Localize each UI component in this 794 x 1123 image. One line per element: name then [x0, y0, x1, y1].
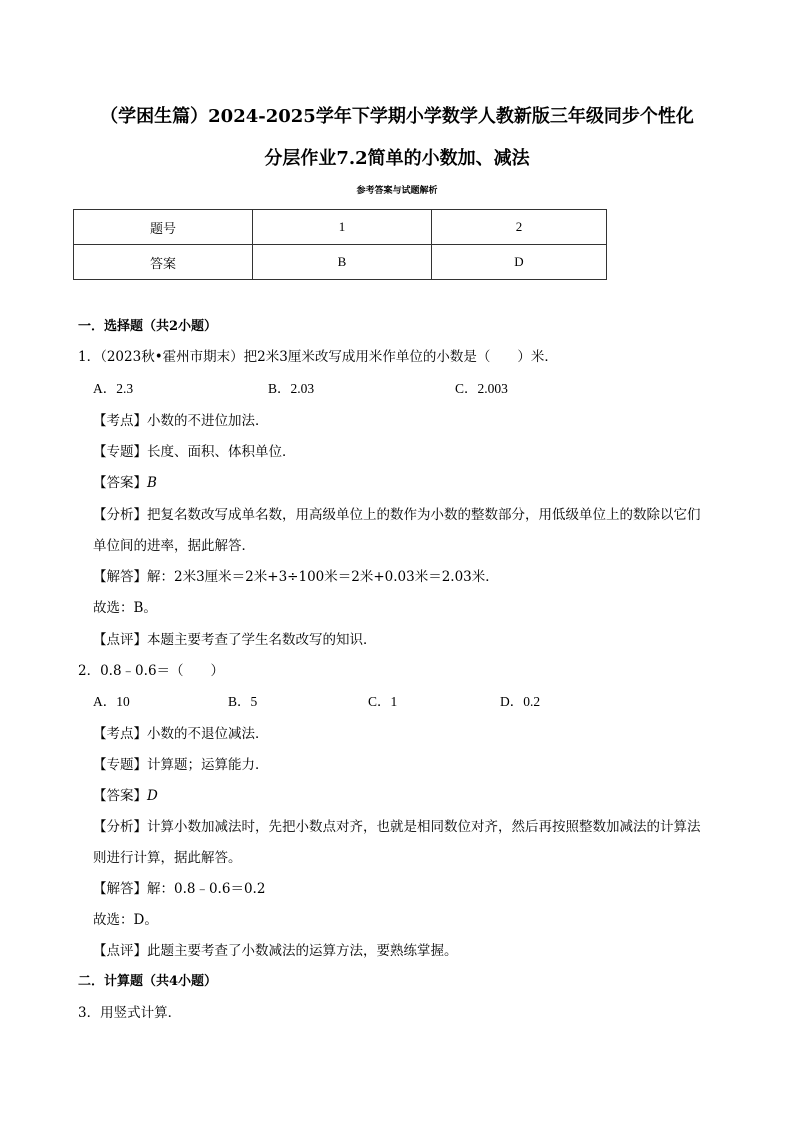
question-2-dianping [93, 942, 458, 960]
document-subtitle: 参考答案与试题解析 [356, 186, 438, 196]
kaodian-label: 【考点】 [93, 726, 147, 742]
kaodian-text: 小数的不退位减法． [147, 726, 269, 742]
daan-label: 【答案】 [93, 475, 147, 491]
table-cell-answer-2: D [432, 245, 607, 280]
jieda-text: 解：2米3厘米＝2米+3÷100米＝2米+0.03米＝2.03米． [147, 569, 499, 585]
question-2-option-b: B．5 [228, 694, 258, 709]
question-1-jieda [93, 568, 499, 586]
question-2-option-a: A．10 [93, 694, 130, 709]
jieda-label: 【解答】 [93, 881, 147, 897]
zhuanti-label: 【专题】 [93, 444, 147, 460]
document-title-line-1: （学困生篇）2024-2025学年下学期小学数学人教新版三年级同步个性化 [100, 106, 694, 127]
table-cell-answer-1: B [253, 245, 432, 280]
kaodian-label: 【考点】 [93, 413, 147, 429]
question-1-stem: 1．（2023秋•霍州市期末）把2米3厘米改写成用米作单位的小数是（ ）米． [78, 349, 558, 365]
question-2-fenxi-cont: 则进行计算，据此解答。 [93, 850, 242, 866]
section-heading-1: 一．选择题（共2小题） [78, 319, 218, 334]
question-1-option-a: A．2.3 [93, 381, 134, 396]
document-title-line-2: 分层作业7.2简单的小数加、减法 [264, 148, 530, 169]
question-3-stem: 3．用竖式计算． [78, 1005, 182, 1021]
question-1-kaodian [93, 412, 269, 430]
daan-text: B [147, 475, 157, 491]
question-2-option-d: D．0.2 [500, 694, 541, 709]
zhuanti-text: 长度、面积、体积单位． [147, 444, 296, 460]
dianping-text: 本题主要考查了学生名数改写的知识． [147, 632, 377, 648]
question-2-jieda [93, 880, 265, 898]
section-heading-2: 二．计算题（共4小题） [78, 974, 218, 989]
kaodian-text: 小数的不进位加法． [147, 413, 269, 429]
jieda-label: 【解答】 [93, 569, 147, 585]
question-1-daan [93, 474, 157, 492]
zhuanti-text: 计算题；运算能力． [147, 757, 269, 773]
question-1-zhuanti [93, 443, 296, 461]
question-2-stem: 2．0.8﹣0.6＝（ ） [78, 663, 225, 679]
question-2-kaodian [93, 725, 269, 743]
daan-label: 【答案】 [93, 788, 147, 804]
fenxi-text: 计算小数加减法时，先把小数点对齐，也就是相同数位对齐，然后再按照整数加减法的计算法 [147, 819, 701, 835]
jieda-text: 解：0.8﹣0.6＝0.2 [147, 881, 266, 897]
table-cell-number-1: 1 [253, 210, 432, 245]
dianping-label: 【点评】 [93, 632, 147, 648]
dianping-label: 【点评】 [93, 943, 147, 959]
table-header-label: 题号 [74, 210, 253, 245]
question-1-fenxi-cont: 单位间的进率，据此解答． [93, 538, 255, 554]
table-row [74, 210, 607, 245]
fenxi-text: 把复名数改写成单名数，用高级单位上的数作为小数的整数部分，用低级单位上的数除以它们 [147, 507, 701, 523]
question-2-guxuan: 故选：D。 [93, 912, 158, 928]
question-1-dianping [93, 631, 377, 649]
question-1-option-c: C．2.003 [455, 381, 508, 396]
question-1-guxuan: 故选：B。 [93, 600, 157, 616]
zhuanti-label: 【专题】 [93, 757, 147, 773]
table-answer-label: 答案 [74, 245, 253, 280]
question-2-zhuanti [93, 756, 269, 774]
question-1-option-b: B．2.03 [268, 381, 315, 396]
question-2-fenxi [93, 818, 701, 836]
table-cell-number-2: 2 [432, 210, 607, 245]
question-1-fenxi [93, 506, 701, 524]
answer-table [73, 209, 607, 280]
daan-text: D [147, 788, 158, 804]
question-2-option-c: C．1 [368, 694, 398, 709]
question-2-daan [93, 787, 158, 805]
fenxi-label: 【分析】 [93, 507, 147, 523]
table-row [74, 245, 607, 280]
fenxi-label: 【分析】 [93, 819, 147, 835]
dianping-text: 此题主要考查了小数减法的运算方法，要熟练掌握。 [147, 943, 458, 959]
